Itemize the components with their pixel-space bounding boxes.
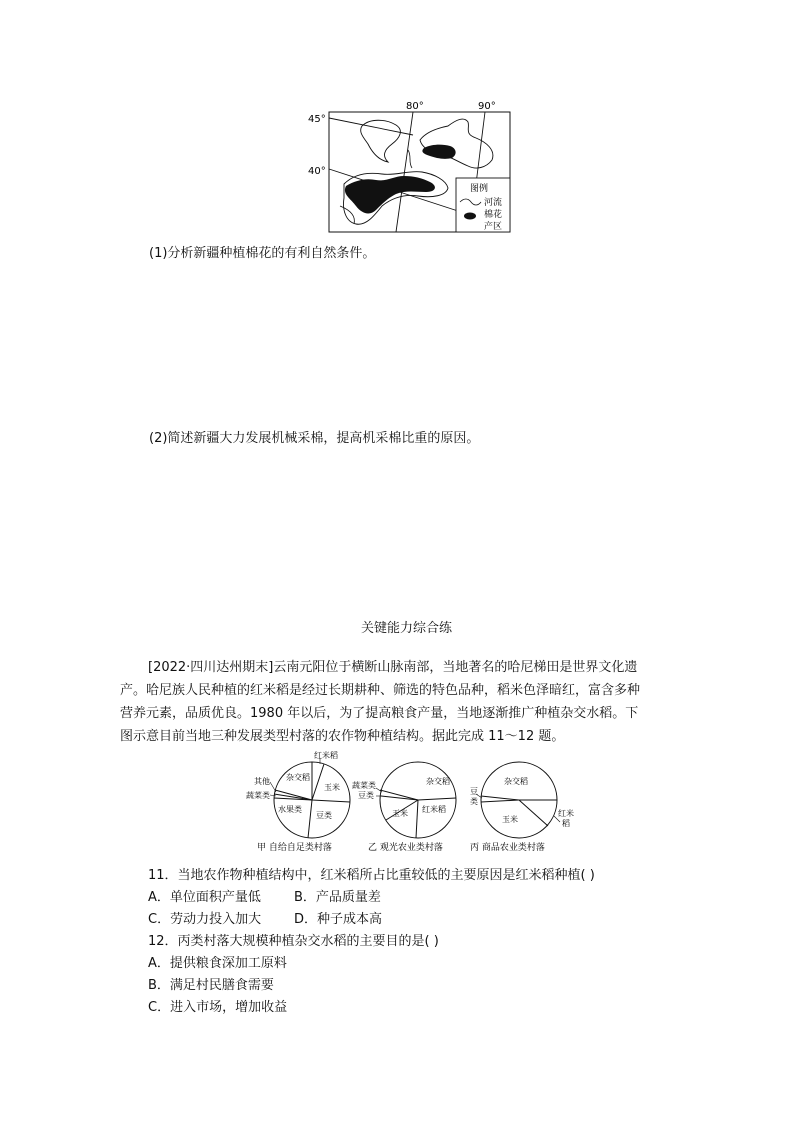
lon-label-90: 90° — [478, 101, 496, 112]
pie-jia-label-zajiao: 杂交稻 — [286, 773, 310, 782]
legend-cotton-label-2: 产区 — [484, 222, 503, 232]
pie-charts-figure — [240, 750, 580, 860]
pie-bing-label-dou: 豆 — [470, 787, 478, 796]
pie-bing-caption: 丙 商品农业类村落 — [470, 843, 545, 853]
pie-yi-label-yumi: 玉米 — [392, 809, 408, 818]
pie-bing — [470, 762, 574, 853]
pie-bing-label-hongmi-1: 红米 — [558, 809, 574, 818]
pie-leader-line — [270, 782, 276, 792]
pie-yi-label-doulei: 豆类 — [358, 791, 374, 800]
intro-line-4: 图示意目前当地三种发展类型村落的农作物种植结构。据此完成 11～12 题。 — [120, 729, 565, 744]
question-2: (2)简述新疆大力发展机械采棉，提高机采棉比重的原因。 — [149, 431, 480, 446]
pie-jia-label-hongmi: 红米稻 — [314, 751, 338, 760]
pie-jia-label-shuiguo: 水果类 — [278, 805, 302, 814]
q11-stem: 11．当地农作物种植结构中，红米稻所占比重较低的主要原因是红米稻种植( ) — [148, 868, 595, 883]
legend-cotton-label: 棉花 — [484, 210, 503, 220]
pie-jia-label-qita: 其他 — [254, 777, 270, 786]
pie-bing-label-lei: 类 — [470, 797, 478, 806]
q11-option-c: C．劳动力投入加大 — [148, 912, 262, 927]
lat-label-45: 45° — [308, 114, 326, 125]
q12-option-a: A．提供粮食深加工原料 — [148, 956, 287, 971]
q11-option-a: A．单位面积产量低 — [148, 890, 261, 905]
pie-yi — [352, 762, 456, 853]
section-title: 关键能力综合练 — [361, 621, 453, 636]
pie-yi-caption: 乙 观光农业类村落 — [368, 843, 443, 853]
question-1: (1)分析新疆种植棉花的有利自然条件。 — [149, 246, 376, 261]
pie-bing-label-yumi: 玉米 — [502, 815, 518, 824]
intro-line-2: 产。哈尼族人民种植的红米稻是经过长期耕种、筛选的特色品种，稻米色泽暗红，富含多种 — [120, 683, 641, 698]
pie-yi-label-hongmi: 红米稻 — [422, 805, 446, 814]
legend-cotton-symbol — [464, 213, 476, 220]
q12-option-b: B．满足村民膳食需要 — [148, 978, 274, 993]
intro-line-1: [2022·四川达州期末]云南元阳位于横断山脉南部，当地著名的哈尼梯田是世界文化遗 — [148, 660, 638, 675]
pie-jia-label-doulei: 豆类 — [316, 811, 332, 820]
lat-label-40: 40° — [308, 166, 326, 177]
pie-jia-caption: 甲 自给自足类村落 — [257, 843, 332, 853]
intro-line-3: 营养元素，品质优良。1980 年以后，为了提高粮食产量，当地逐渐推广种植杂交水稻。下 — [120, 706, 639, 721]
pie-yi-label-shucai: 蔬菜类 — [352, 781, 376, 790]
legend-river-label: 河流 — [484, 198, 503, 208]
pie-bing-label-hongmi-2: 稻 — [562, 819, 570, 828]
pie-bing-label-zajiao: 杂交稻 — [504, 777, 528, 786]
pie-jia — [246, 750, 350, 853]
q11-option-d: D．种子成本高 — [294, 912, 383, 927]
q12-stem: 12．丙类村落大规模种植杂交水稻的主要目的是( ) — [148, 934, 439, 949]
lon-label-80: 80° — [406, 101, 424, 112]
pie-yi-label-zajiao: 杂交稻 — [426, 777, 450, 786]
legend-title: 图例 — [470, 184, 489, 194]
pie-jia-label-yumi: 玉米 — [324, 783, 340, 792]
pie-jia-label-shucai: 蔬菜类 — [246, 791, 270, 800]
xinjiang-cotton-map — [300, 98, 520, 236]
q12-option-c: C．进入市场，增加收益 — [148, 1000, 288, 1015]
q11-option-b: B．产品质量差 — [294, 890, 381, 905]
